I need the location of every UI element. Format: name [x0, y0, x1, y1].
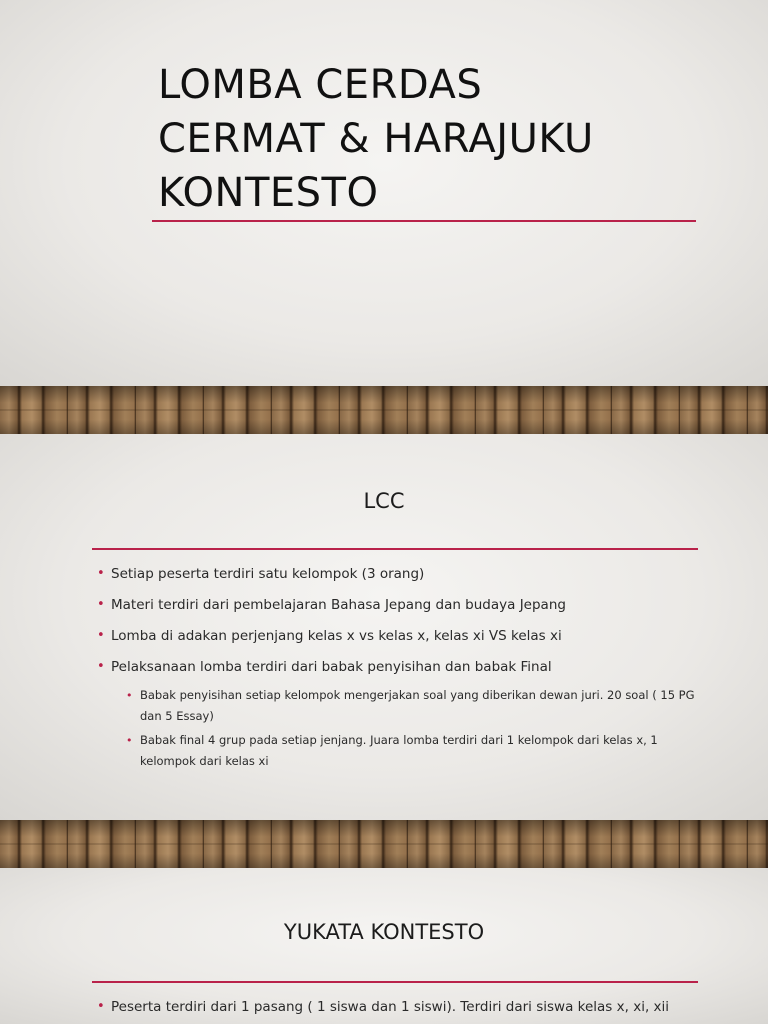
- title-line-1: LOMBA CERDAS: [158, 62, 483, 108]
- wood-floor-strip-2: [0, 820, 768, 868]
- sub-bullet-list: [111, 685, 706, 772]
- slide-2: [0, 434, 768, 820]
- heading-divider: [92, 548, 698, 550]
- list-item: • Materi terdiri dari pembelajaran Bahasa Jepang dan budaya Jepang: [96, 596, 706, 614]
- lcc-bullet-list: [96, 565, 706, 785]
- sub-list-item: • Babak penyisihan setiap kelompok mengerjakan soal yang diberikan dewan juri. 20 soal ( 15 PG dan 5 Essay): [125, 685, 706, 727]
- list-item: • Setiap peserta terdiri satu kelompok (3 orang): [96, 565, 706, 583]
- title-line-3: KONTESTO: [158, 170, 379, 216]
- slide-1: [0, 0, 768, 386]
- title-divider: [152, 220, 696, 222]
- list-item: • Lomba di adakan perjenjang kelas x vs kelas x, kelas xi VS kelas xi: [96, 627, 706, 645]
- sub-list-item: • Babak final 4 grup pada setiap jenjang. Juara lomba terdiri dari 1 kelompok dari kelas x, 1 kelompok dari kelas xi: [125, 730, 706, 772]
- slide-heading-lcc: LCC: [363, 489, 405, 513]
- slide-heading-yukata: YUKATA KONTESTO: [283, 920, 485, 944]
- yukata-bullet-list: [96, 998, 706, 1024]
- title-line-2: CERMAT & HARAJUKU: [158, 116, 594, 162]
- slide-3: [0, 868, 768, 1024]
- wood-floor-strip-1: [0, 386, 768, 434]
- list-item: • Peserta terdiri dari 1 pasang ( 1 siswa dan 1 siswi). Terdiri dari siswa kelas x, xi, xii: [96, 998, 706, 1016]
- list-item: • Pelaksanaan lomba terdiri dari babak penyisihan dan babak Final • Babak penyisihan setiap kelompok mengerjakan soal yang diberikan dewan juri. 20 soal ( 15 PG dan 5 Essay) • Babak final 4 grup pada setiap jenjang. Juara lomba terdiri dari 1 kelompok dari kelas x, 1 kelompok dari kelas xi: [96, 658, 706, 772]
- slide-title: [158, 58, 594, 220]
- heading-divider: [92, 981, 698, 983]
